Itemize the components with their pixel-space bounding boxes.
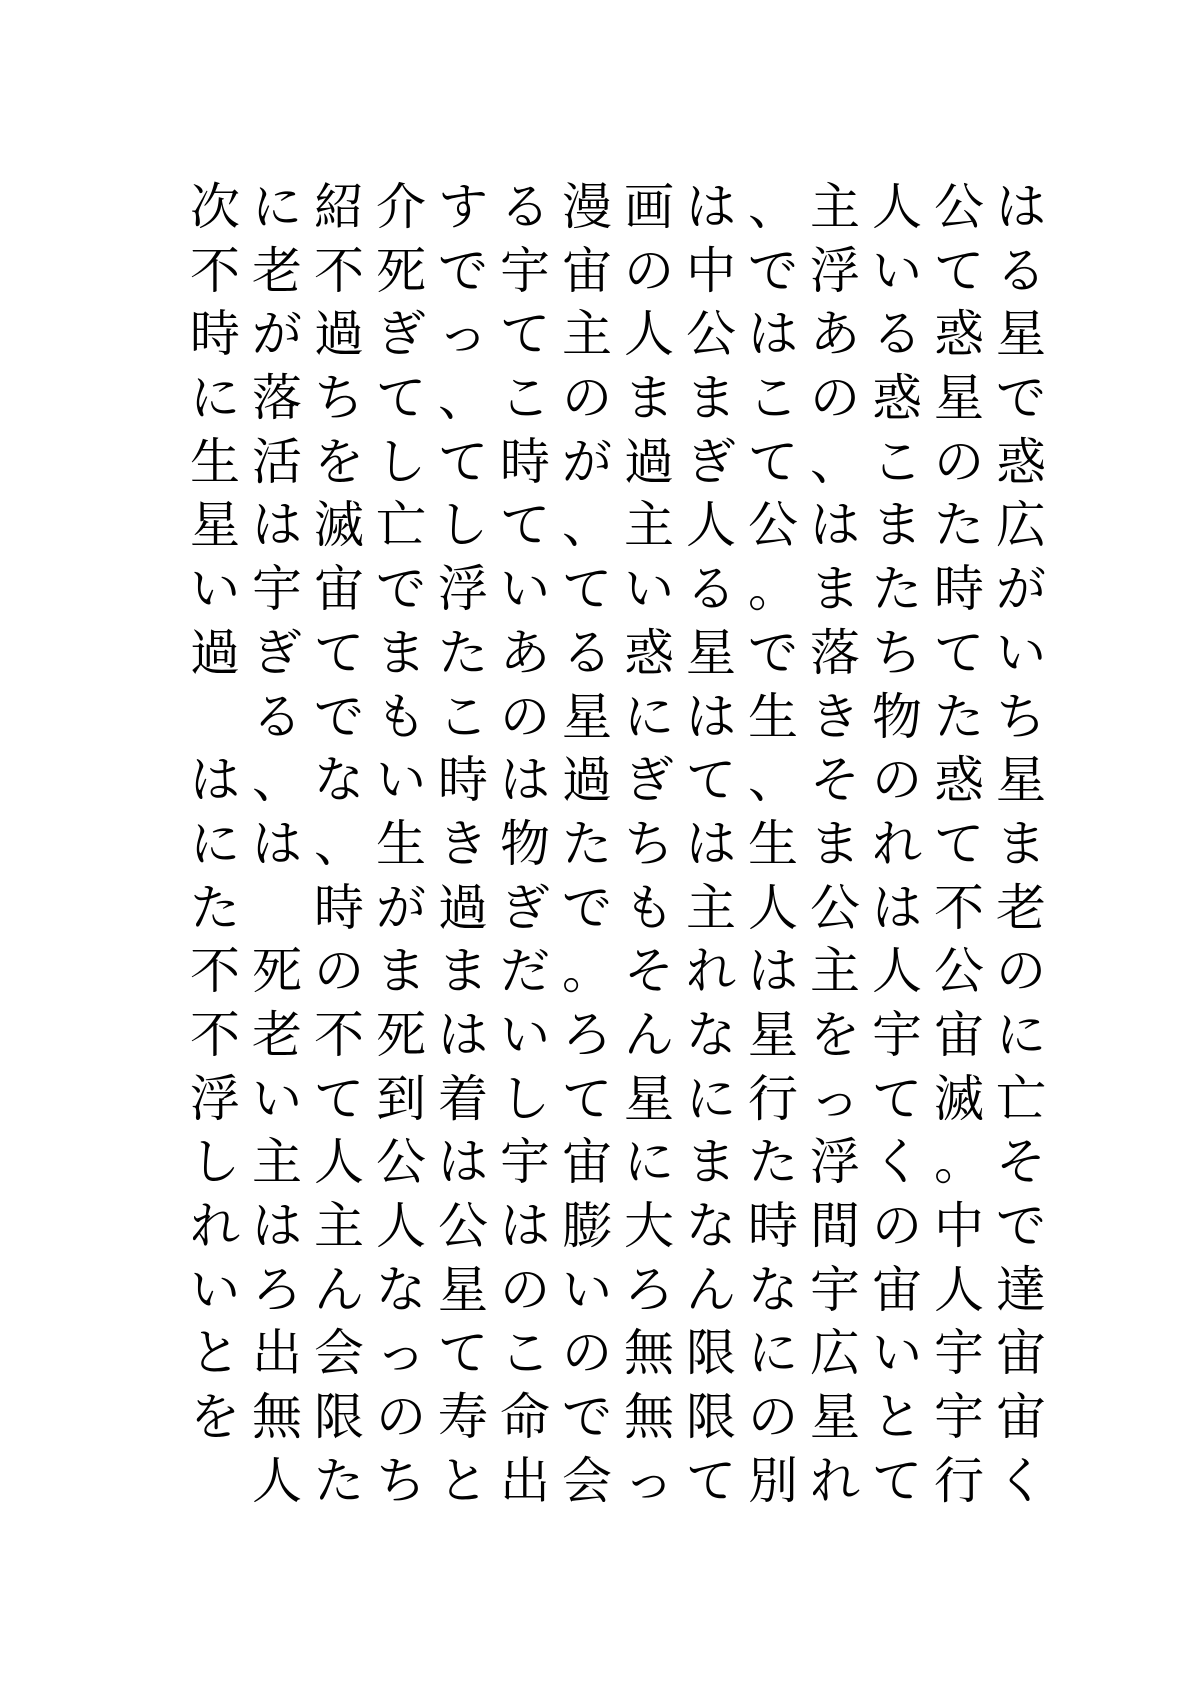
text-line: るでもこの星には生き物たち [190, 687, 1058, 746]
text-line: 不死のままだ。それは主人公の [190, 942, 1058, 1001]
text-line: には、生き物たちは生まれてま [190, 814, 1058, 873]
text-line: は、ない時は過ぎて、その惑星 [190, 751, 1058, 810]
text-line: 時が過ぎって主人公はある惑星 [190, 305, 1058, 364]
text-line: と出会ってこの無限に広い宇宙 [190, 1324, 1058, 1383]
text-line: に落ちて、このままこの惑星で [190, 369, 1058, 428]
text-line: れは主人公は膨大な時間の中で [190, 1197, 1058, 1255]
text-line: た 時が過ぎでも主人公は不老 [190, 878, 1058, 937]
text-line: 不老不死で宇宙の中で浮いてる [190, 241, 1058, 300]
text-line: 不老不死はいろんな星を宇宙に [190, 1005, 1058, 1064]
text-line: 生活をして時が過ぎて、この惑 [190, 432, 1058, 491]
text-line: 人たちと出会って別れて行く [190, 1451, 1058, 1510]
text-line: 次に紹介する漫画は、主人公は [190, 178, 1058, 236]
text-line: 過ぎてまたある惑星で落ちてい [190, 623, 1058, 682]
body-text [190, 176, 1070, 1513]
text-line: し主人公は宇宙にまた浮く。そ [190, 1133, 1058, 1192]
text-line: を無限の寿命で無限の星と宇宙 [190, 1388, 1058, 1447]
text-line: 星は滅亡して、主人公はまた広 [190, 496, 1058, 555]
text-line: 浮いて到着して星に行って滅亡 [190, 1069, 1058, 1128]
text-line: い宇宙で浮いている。また時が [190, 560, 1058, 619]
text-line: いろんな星のいろんな宇宙人達 [190, 1260, 1058, 1319]
